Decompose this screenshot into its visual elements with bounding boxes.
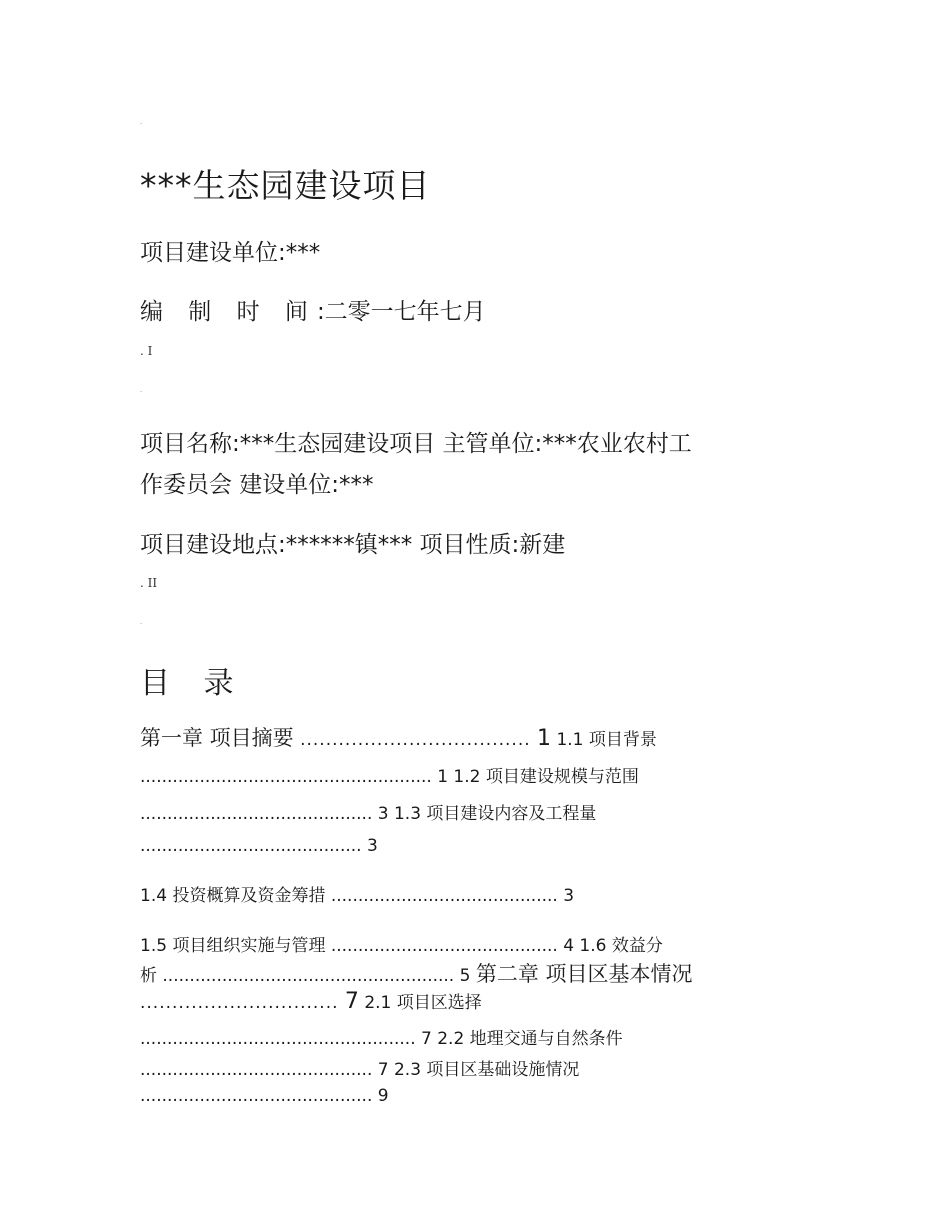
construction-unit: 项目建设单位:***	[140, 240, 321, 266]
page-dot-mark: ·	[140, 620, 143, 628]
toc-entry	[140, 958, 693, 988]
compile-date-label: 编 制 时 间	[140, 299, 317, 325]
toc-title: 目 录	[140, 666, 246, 701]
toc-entry: ................................................... 7 2.2 地理交通与自然条件	[140, 1029, 623, 1049]
toc-entry: ........................................... 3 1.3 项目建设内容及工程量	[140, 804, 597, 824]
toc-dot-leader: ....................................	[293, 730, 538, 750]
toc-entry: ...................................................... 1 1.2 项目建设规模与范围	[140, 767, 639, 787]
toc-entry	[140, 988, 482, 1014]
toc-entry-text: 1.1 项目背景	[551, 730, 657, 750]
toc-entry: 1.4 投资概算及资金筹措 .......................................... 3	[140, 886, 575, 906]
document-title: ***生态园建设项目	[140, 166, 431, 205]
toc-entry: 1.5 项目组织实施与管理 .......................................... 4 1.6 效益分	[140, 936, 663, 956]
toc-page-num: 1	[537, 726, 552, 751]
toc-entry-text: 2.1 项目区选择	[358, 993, 482, 1013]
compile-date	[140, 293, 486, 326]
compile-date-value: :二零一七年七月	[316, 299, 486, 325]
toc-entry	[140, 722, 657, 752]
project-location-line: 项目建设地点:******镇*** 项目性质:新建	[140, 532, 566, 558]
toc-dot-leader: ...............................	[140, 993, 345, 1013]
page-dot-mark: ·	[140, 120, 143, 128]
toc-entry: ......................................... 3	[140, 836, 378, 856]
toc-chapter-heading: 第二章 项目区基本情况	[475, 962, 693, 986]
toc-entry-text: 析 ...................................................... 5	[140, 966, 476, 986]
toc-entry: ........................................... 7 2.3 项目区基础设施情况	[140, 1060, 580, 1080]
page-number-i: . I	[140, 344, 153, 358]
project-info-line: 作委员会 建设单位:***	[140, 472, 374, 498]
toc-entry: ........................................... 9	[140, 1086, 389, 1106]
project-info-line: 项目名称:***生态园建设项目 主管单位:***农业农村工	[140, 431, 692, 457]
toc-page-num: 7	[344, 989, 359, 1014]
page-number-ii: . II	[140, 576, 158, 590]
page-dot-mark: ·	[140, 388, 143, 396]
toc-chapter-heading: 第一章 项目摘要	[140, 726, 294, 750]
